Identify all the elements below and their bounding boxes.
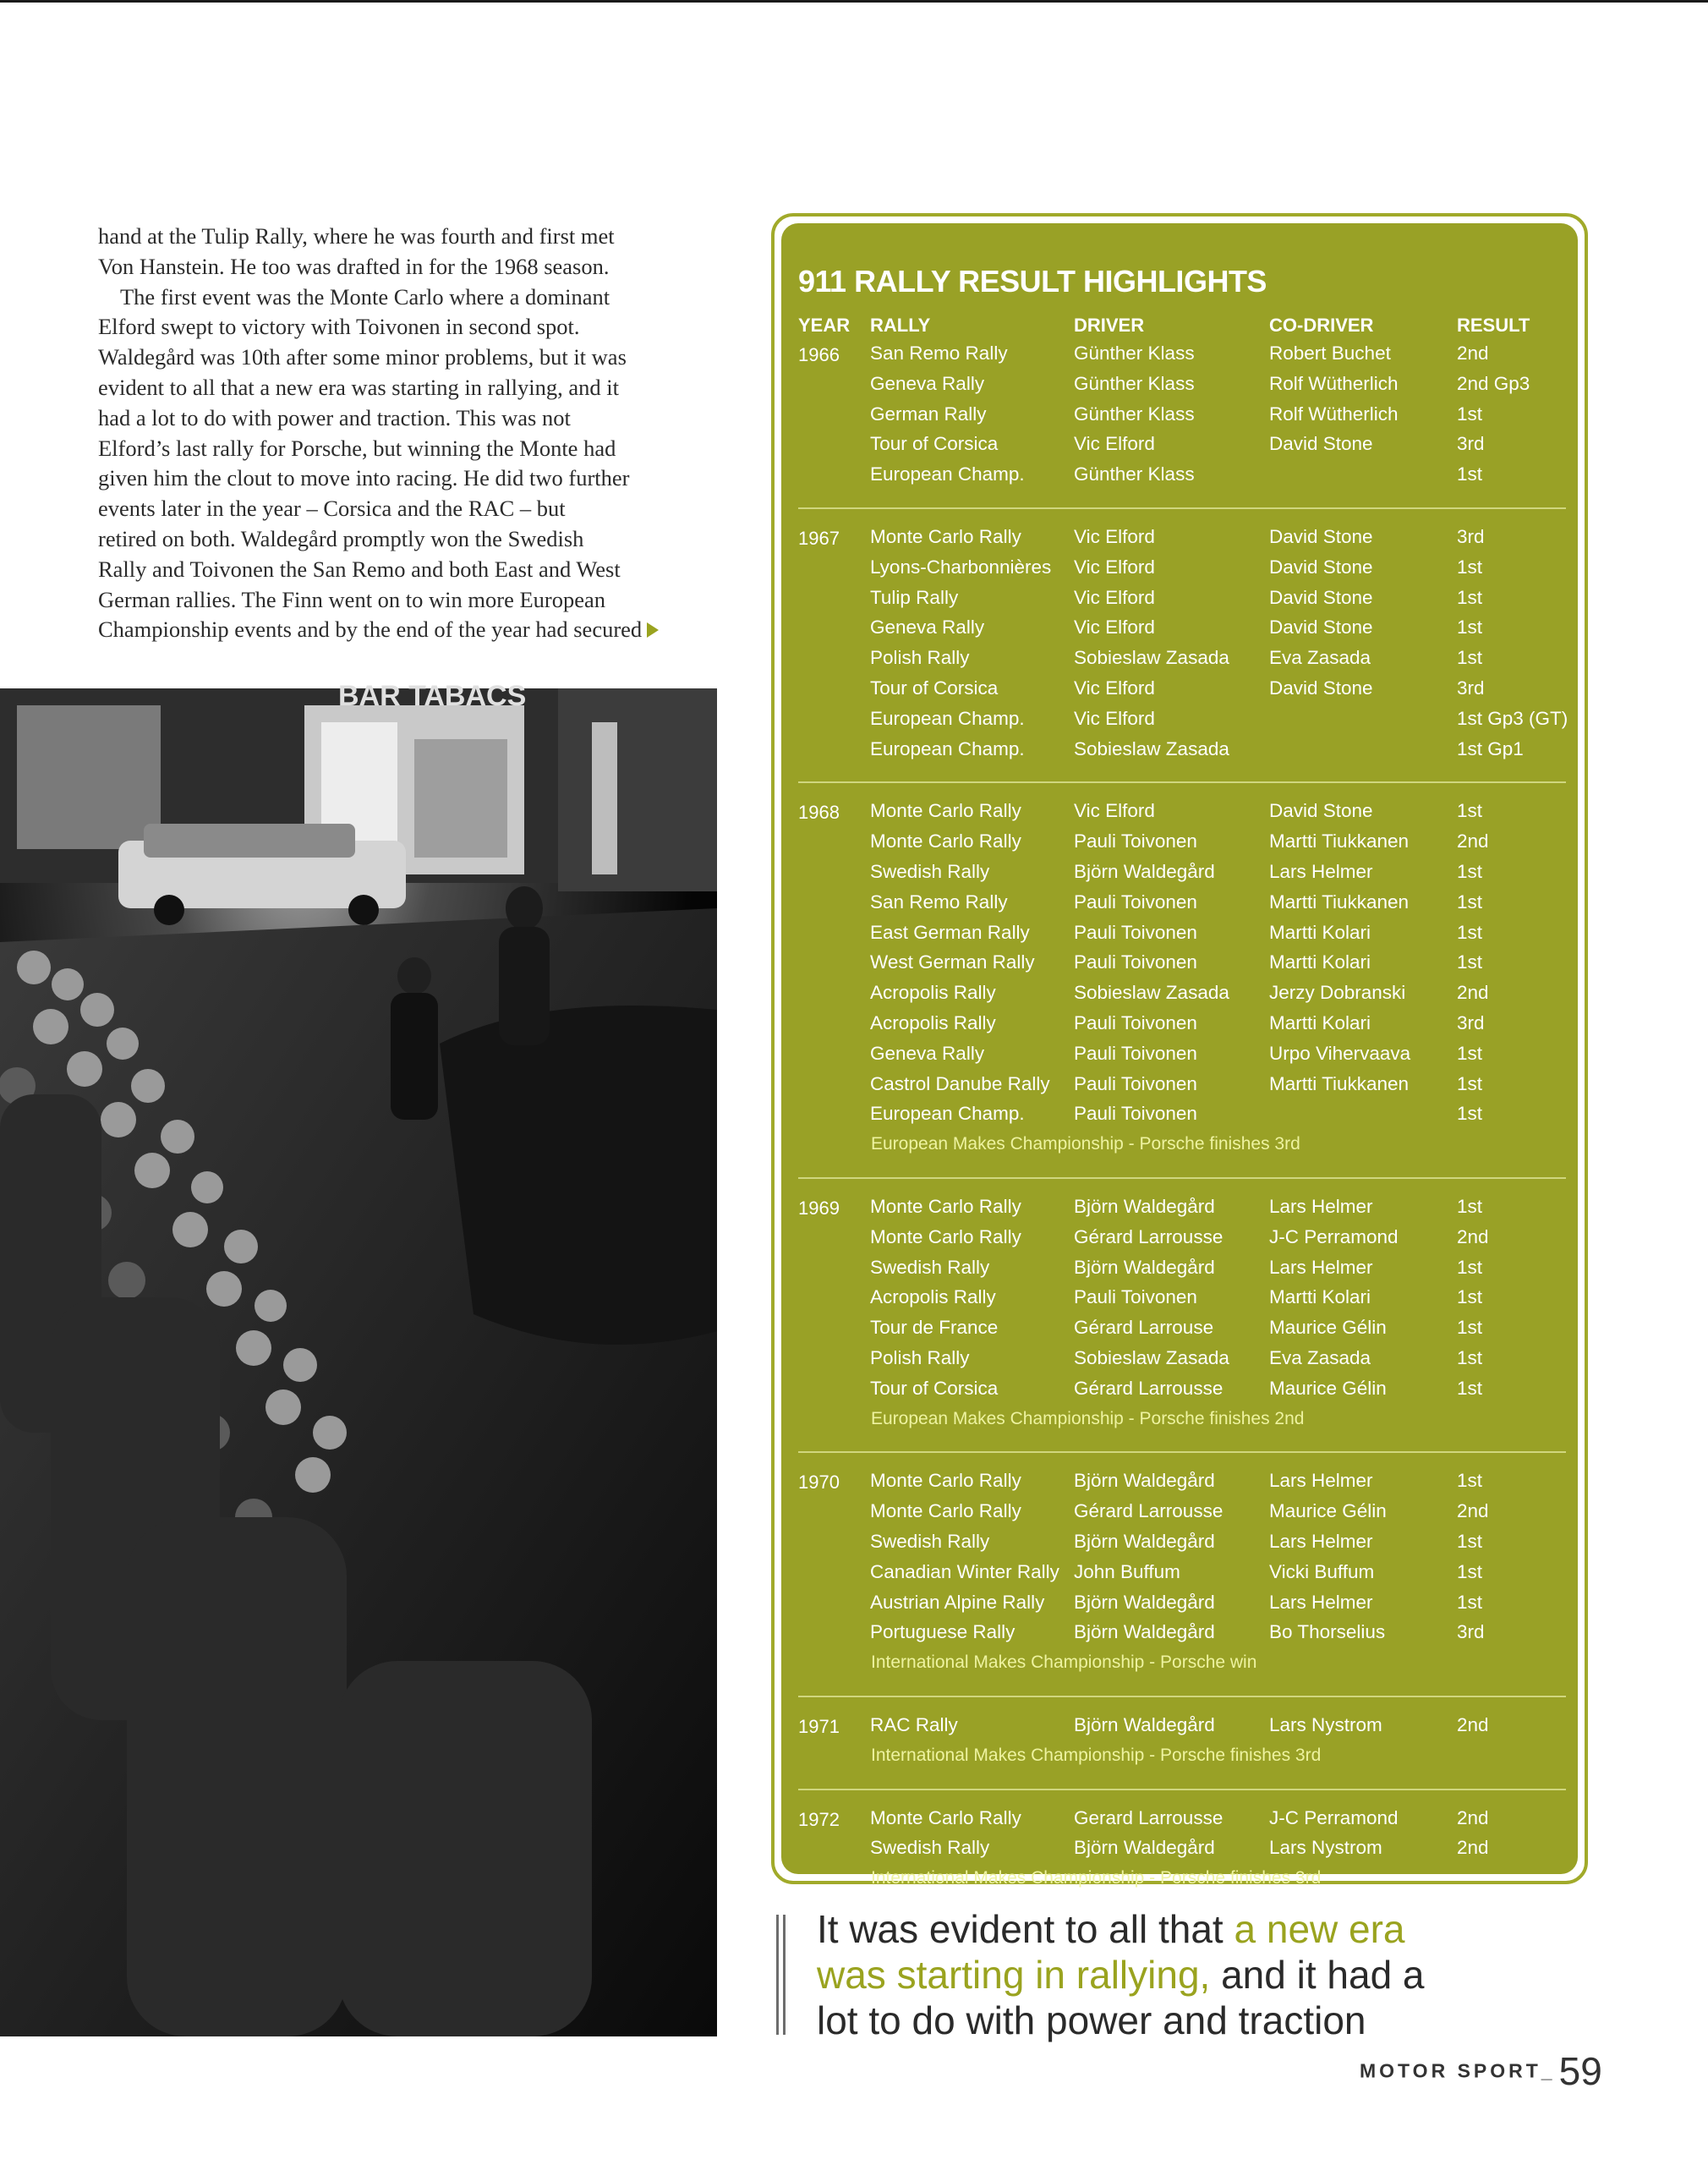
result-row <box>781 1714 1578 1745</box>
cell-driver: Vic Elford <box>1074 586 1155 608</box>
cell-codriver: Lars Nystrom <box>1269 1837 1382 1859</box>
year-label: 1966 <box>798 344 840 365</box>
result-row <box>781 1347 1578 1378</box>
cell-driver: Pauli Toivonen <box>1074 1286 1197 1308</box>
cell-driver: Pauli Toivonen <box>1074 1042 1197 1064</box>
cell-rally: San Remo Rally <box>870 343 1008 364</box>
cell-rally: Tulip Rally <box>870 586 959 608</box>
cell-rally: Swedish Rally <box>870 860 990 882</box>
cell-codriver: David Stone <box>1269 556 1373 578</box>
cell-result: 2nd Gp3 <box>1457 372 1530 394</box>
result-row <box>781 800 1578 830</box>
cell-codriver: Eva Zasada <box>1269 1347 1371 1368</box>
cell-driver: Sobieslaw Zasada <box>1074 982 1229 1004</box>
cell-driver: Sobieslaw Zasada <box>1074 647 1229 669</box>
cell-rally: European Champ. <box>870 707 1025 729</box>
cell-driver: Pauli Toivonen <box>1074 951 1197 973</box>
cell-result: 1st <box>1457 617 1483 639</box>
cell-result: 1st <box>1457 921 1483 943</box>
cell-rally: Acropolis Rally <box>870 1286 996 1308</box>
result-row <box>781 861 1578 891</box>
cell-result: 1st Gp1 <box>1457 737 1524 759</box>
result-row <box>781 1807 1578 1838</box>
cell-driver: Günther Klass <box>1074 463 1195 485</box>
cell-driver: Björn Waldegård <box>1074 1470 1215 1492</box>
cell-driver: John Buffum <box>1074 1560 1180 1582</box>
year-divider <box>798 1451 1566 1453</box>
cell-result: 1st <box>1457 463 1483 485</box>
cell-result: 1st <box>1457 1317 1483 1339</box>
article-body <box>98 222 727 645</box>
cell-rally: Swedish Rally <box>870 1256 990 1278</box>
cell-rally: Swedish Rally <box>870 1837 990 1859</box>
result-row <box>781 373 1578 403</box>
cell-rally: Monte Carlo Rally <box>870 526 1021 547</box>
cell-rally: European Champ. <box>870 737 1025 759</box>
cell-result: 1st <box>1457 951 1483 973</box>
year-divider <box>798 507 1566 509</box>
cell-driver: Vic Elford <box>1074 526 1155 547</box>
cell-driver: Björn Waldegård <box>1074 1530 1215 1552</box>
result-row <box>781 1621 1578 1652</box>
cell-rally: German Rally <box>870 403 987 425</box>
cell-codriver: Lars Helmer <box>1269 1256 1373 1278</box>
result-row <box>781 343 1578 373</box>
cell-rally: Geneva Rally <box>870 617 985 639</box>
body-line: had a lot to do with power and traction. This was not <box>98 404 571 430</box>
result-row <box>781 526 1578 556</box>
cell-result: 3rd <box>1457 433 1485 455</box>
result-row <box>781 1378 1578 1408</box>
cell-driver: Vic Elford <box>1074 800 1155 822</box>
cell-codriver: Martti Kolari <box>1269 951 1371 973</box>
cell-driver: Björn Waldegård <box>1074 1591 1215 1613</box>
result-row <box>781 708 1578 738</box>
cell-result: 1st <box>1457 1470 1483 1492</box>
cell-codriver: David Stone <box>1269 433 1373 455</box>
cell-driver: Björn Waldegård <box>1074 1621 1215 1643</box>
cell-driver: Björn Waldegård <box>1074 1196 1215 1217</box>
cell-result: 3rd <box>1457 1011 1485 1033</box>
cell-rally: Canadian Winter Rally <box>870 1560 1059 1582</box>
cell-codriver: Bo Thorselius <box>1269 1621 1386 1643</box>
cell-codriver: Lars Helmer <box>1269 860 1373 882</box>
pull-quote-line-2 <box>817 1952 1561 1998</box>
cell-codriver: Vicki Buffum <box>1269 1560 1375 1582</box>
cell-result: 1st <box>1457 586 1483 608</box>
result-row <box>781 647 1578 677</box>
cell-driver: Pauli Toivonen <box>1074 1072 1197 1094</box>
cell-rally: Acropolis Rally <box>870 1011 996 1033</box>
cell-rally: Polish Rally <box>870 647 970 669</box>
cell-rally: Tour of Corsica <box>870 677 999 699</box>
cell-rally: Austrian Alpine Rally <box>870 1591 1045 1613</box>
year-label: 1970 <box>798 1472 840 1494</box>
cell-codriver: Martti Tiukkanen <box>1269 891 1410 913</box>
result-row <box>781 1592 1578 1622</box>
cell-result: 1st <box>1457 1042 1483 1064</box>
cell-rally: Geneva Rally <box>870 1042 985 1064</box>
rally-results-box <box>771 213 1588 1888</box>
cell-codriver: Martti Kolari <box>1269 1011 1371 1033</box>
result-row <box>781 1043 1578 1073</box>
cell-codriver: Lars Nystrom <box>1269 1714 1382 1735</box>
body-line: events later in the year – Corsica and the RAC – but <box>98 496 566 522</box>
cell-result: 2nd <box>1457 1500 1489 1522</box>
header-year: YEAR <box>798 315 851 336</box>
body-line: evident to all that a new era was starting in rallying, and it <box>98 374 619 400</box>
cell-codriver: Jerzy Dobranski <box>1269 982 1406 1004</box>
result-row <box>781 587 1578 617</box>
quote-bar <box>776 1915 779 2035</box>
cell-rally: Monte Carlo Rally <box>870 830 1021 852</box>
cell-codriver: Lars Helmer <box>1269 1591 1373 1613</box>
cell-rally: Monte Carlo Rally <box>870 1196 1021 1217</box>
cell-codriver: Lars Helmer <box>1269 1470 1373 1492</box>
result-row <box>781 1226 1578 1257</box>
cell-driver: Vic Elford <box>1074 617 1155 639</box>
cell-driver: Björn Waldegård <box>1074 1714 1215 1735</box>
cell-codriver: David Stone <box>1269 617 1373 639</box>
cell-result: 1st <box>1457 1196 1483 1217</box>
cell-rally: East German Rally <box>870 921 1030 943</box>
year-label: 1969 <box>798 1198 840 1219</box>
cell-rally: Geneva Rally <box>870 372 985 394</box>
cell-codriver: Rolf Wütherlich <box>1269 372 1399 394</box>
cell-driver: Vic Elford <box>1074 677 1155 699</box>
cell-codriver: Lars Helmer <box>1269 1196 1373 1217</box>
cell-result: 1st <box>1457 1347 1483 1368</box>
cell-result: 2nd <box>1457 1714 1489 1735</box>
body-line: Rally and Toivonen the San Remo and both East and West <box>98 556 621 582</box>
page-footer <box>1360 2048 1602 2094</box>
result-row <box>781 463 1578 494</box>
results-title: 911 RALLY RESULT HIGHLIGHTS <box>798 264 1267 299</box>
result-row <box>781 951 1578 982</box>
cell-codriver: David Stone <box>1269 526 1373 547</box>
cell-result: 2nd <box>1457 982 1489 1004</box>
body-line: given him the clout to move into racing. He did two further <box>98 465 630 491</box>
year-divider <box>798 1696 1566 1697</box>
cell-driver: Björn Waldegård <box>1074 1256 1215 1278</box>
pull-quote-line-3: lot to do with power and traction <box>817 1998 1366 2042</box>
championship-note: International Makes Championship - Porsche finishes 3rd <box>871 1745 1322 1765</box>
cell-driver: Gérard Larrousse <box>1074 1500 1224 1522</box>
cell-codriver: David Stone <box>1269 677 1373 699</box>
cell-driver: Pauli Toivonen <box>1074 891 1197 913</box>
pull-quote-text: and it had a <box>1210 1953 1425 1997</box>
cell-result: 1st <box>1457 556 1483 578</box>
cell-rally: European Champ. <box>870 463 1025 485</box>
pull-quote-text: It was evident to all that <box>817 1907 1234 1951</box>
result-row <box>781 1837 1578 1867</box>
cell-result: 3rd <box>1457 677 1485 699</box>
cell-result: 1st <box>1457 891 1483 913</box>
cell-rally: Tour of Corsica <box>870 1377 999 1399</box>
cell-driver: Gérard Larrousse <box>1074 1225 1224 1247</box>
cell-driver: Gérard Larrouse <box>1074 1317 1214 1339</box>
cell-codriver: Rolf Wütherlich <box>1269 403 1399 425</box>
year-divider <box>798 781 1566 783</box>
result-row <box>781 1561 1578 1592</box>
pull-quote-highlight: a new era <box>1234 1907 1405 1951</box>
cell-result: 2nd <box>1457 343 1489 364</box>
cell-result: 1st <box>1457 1591 1483 1613</box>
header-rally: RALLY <box>870 315 931 336</box>
page-number: 59 <box>1558 2049 1602 2093</box>
cell-result: 1st <box>1457 403 1483 425</box>
shop-sign-text: BAR TABACS <box>338 680 527 712</box>
year-label: 1971 <box>798 1716 840 1737</box>
result-row <box>781 1196 1578 1226</box>
cell-driver: Günther Klass <box>1074 372 1195 394</box>
cell-codriver: Eva Zasada <box>1269 647 1371 669</box>
result-row <box>781 617 1578 647</box>
cell-driver: Pauli Toivonen <box>1074 1011 1197 1033</box>
pull-quote <box>817 1906 1561 2043</box>
year-label: 1968 <box>798 802 840 824</box>
body-line: Elford swept to victory with Toivonen in second spot. <box>98 314 580 340</box>
cell-rally: Tour de France <box>870 1317 999 1339</box>
cell-codriver: David Stone <box>1269 800 1373 822</box>
body-line: The first event was the Monte Carlo where a dominant <box>120 283 610 310</box>
result-row <box>781 433 1578 463</box>
body-line: retired on both. Waldegård promptly won the Swedish <box>98 525 584 551</box>
year-label: 1967 <box>798 528 840 549</box>
cell-result: 3rd <box>1457 526 1485 547</box>
body-line-text: Championship events and by the end of the year had secured <box>98 617 643 643</box>
body-line-last <box>98 615 727 645</box>
cell-codriver: Maurice Gélin <box>1269 1500 1387 1522</box>
result-row <box>781 891 1578 922</box>
cell-rally: Tour of Corsica <box>870 433 999 455</box>
year-divider <box>798 1789 1566 1790</box>
body-line: Waldegård was 10th after some minor problems, but it was <box>98 344 627 370</box>
cell-result: 2nd <box>1457 1225 1489 1247</box>
cell-driver: Pauli Toivonen <box>1074 830 1197 852</box>
header-result: RESULT <box>1457 315 1530 336</box>
cell-rally: Castrol Danube Rally <box>870 1072 1050 1094</box>
crowd-night-photo <box>0 680 717 2036</box>
cell-codriver: Martti Kolari <box>1269 1286 1371 1308</box>
result-row <box>781 403 1578 434</box>
cell-rally: Polish Rally <box>870 1347 970 1368</box>
cell-driver: Pauli Toivonen <box>1074 1103 1197 1125</box>
cell-rally: West German Rally <box>870 951 1035 973</box>
result-row <box>781 1012 1578 1043</box>
year-label: 1972 <box>798 1808 840 1830</box>
body-line: German rallies. The Finn went on to win more European <box>98 586 606 612</box>
cell-codriver: J-C Perramond <box>1269 1225 1399 1247</box>
cell-result: 1st <box>1457 1530 1483 1552</box>
cell-result: 1st <box>1457 800 1483 822</box>
cell-codriver: Robert Buchet <box>1269 343 1391 364</box>
championship-note: International Makes Championship - Porsche finishes 3rd <box>871 1868 1322 1888</box>
cell-driver: Günther Klass <box>1074 403 1195 425</box>
continue-arrow-icon <box>647 622 659 638</box>
result-row <box>781 738 1578 769</box>
cell-codriver: Maurice Gélin <box>1269 1317 1387 1339</box>
cell-result: 2nd <box>1457 1806 1489 1828</box>
cell-rally: Portuguese Rally <box>870 1621 1015 1643</box>
cell-codriver: Maurice Gélin <box>1269 1377 1387 1399</box>
cell-rally: Monte Carlo Rally <box>870 1470 1021 1492</box>
cell-driver: Pauli Toivonen <box>1074 921 1197 943</box>
magazine-brand: MOTOR SPORT_ <box>1360 2059 1556 2082</box>
quote-bars <box>776 1915 788 2035</box>
cell-driver: Günther Klass <box>1074 343 1195 364</box>
cell-codriver: J-C Perramond <box>1269 1806 1399 1828</box>
cell-result: 1st <box>1457 1072 1483 1094</box>
pull-quote-highlight: was starting in rallying, <box>817 1953 1211 1997</box>
championship-note: International Makes Championship - Porsche win <box>871 1653 1257 1673</box>
result-row <box>781 677 1578 708</box>
result-row <box>781 1500 1578 1531</box>
cell-result: 1st <box>1457 647 1483 669</box>
cell-driver: Gérard Larrousse <box>1074 1377 1224 1399</box>
cell-codriver: Urpo Vihervaava <box>1269 1042 1411 1064</box>
result-row <box>781 1257 1578 1287</box>
body-line: Von Hanstein. He too was drafted in for the 1968 season. <box>98 253 610 279</box>
result-row <box>781 830 1578 861</box>
result-row <box>781 1103 1578 1133</box>
cell-result: 1st <box>1457 1103 1483 1125</box>
header-codriver: CO-DRIVER <box>1269 315 1374 336</box>
result-row <box>781 1317 1578 1347</box>
cell-rally: Monte Carlo Rally <box>870 1225 1021 1247</box>
top-rule <box>0 0 1708 3</box>
cell-driver: Gerard Larrousse <box>1074 1806 1224 1828</box>
result-row <box>781 1470 1578 1500</box>
cell-rally: Swedish Rally <box>870 1530 990 1552</box>
header-driver: DRIVER <box>1074 315 1145 336</box>
rally-results-panel <box>781 223 1578 1888</box>
result-row <box>781 922 1578 952</box>
cell-driver: Vic Elford <box>1074 707 1155 729</box>
cell-codriver: Martti Kolari <box>1269 921 1371 943</box>
cell-driver: Sobieslaw Zasada <box>1074 1347 1229 1368</box>
cell-result: 1st <box>1457 1560 1483 1582</box>
cell-driver: Björn Waldegård <box>1074 1837 1215 1859</box>
cell-rally: San Remo Rally <box>870 891 1008 913</box>
pull-quote-line-1 <box>817 1906 1561 1952</box>
cell-result: 1st <box>1457 860 1483 882</box>
quote-bar <box>783 1915 786 2035</box>
cell-rally: Acropolis Rally <box>870 982 996 1004</box>
cell-result: 3rd <box>1457 1621 1485 1643</box>
cell-rally: Monte Carlo Rally <box>870 800 1021 822</box>
championship-note: European Makes Championship - Porsche finishes 3rd <box>871 1134 1300 1154</box>
cell-result: 1st <box>1457 1256 1483 1278</box>
cell-codriver: David Stone <box>1269 586 1373 608</box>
cell-codriver: Lars Helmer <box>1269 1530 1373 1552</box>
cell-result: 1st <box>1457 1377 1483 1399</box>
cell-driver: Vic Elford <box>1074 556 1155 578</box>
cell-driver: Sobieslaw Zasada <box>1074 737 1229 759</box>
photo-illustration <box>0 680 717 2036</box>
cell-codriver: Martti Tiukkanen <box>1269 1072 1410 1094</box>
cell-codriver: Martti Tiukkanen <box>1269 830 1410 852</box>
cell-rally: RAC Rally <box>870 1714 958 1735</box>
championship-note: European Makes Championship - Porsche finishes 2nd <box>871 1408 1305 1428</box>
cell-rally: European Champ. <box>870 1103 1025 1125</box>
cell-rally: Monte Carlo Rally <box>870 1806 1021 1828</box>
cell-result: 1st Gp3 (GT) <box>1457 707 1568 729</box>
cell-rally: Lyons-Charbonnières <box>870 556 1052 578</box>
cell-result: 2nd <box>1457 1837 1489 1859</box>
result-row <box>781 1531 1578 1561</box>
year-divider <box>798 1177 1566 1179</box>
result-row <box>781 1286 1578 1317</box>
result-row <box>781 982 1578 1012</box>
body-line: hand at the Tulip Rally, where he was fourth and first met <box>98 223 615 249</box>
cell-rally: Monte Carlo Rally <box>870 1500 1021 1522</box>
body-line: Elford’s last rally for Porsche, but winning the Monte had <box>98 435 616 461</box>
cell-result: 1st <box>1457 1286 1483 1308</box>
cell-result: 2nd <box>1457 830 1489 852</box>
cell-driver: Vic Elford <box>1074 433 1155 455</box>
cell-driver: Björn Waldegård <box>1074 860 1215 882</box>
result-row <box>781 556 1578 587</box>
result-row <box>781 1073 1578 1104</box>
